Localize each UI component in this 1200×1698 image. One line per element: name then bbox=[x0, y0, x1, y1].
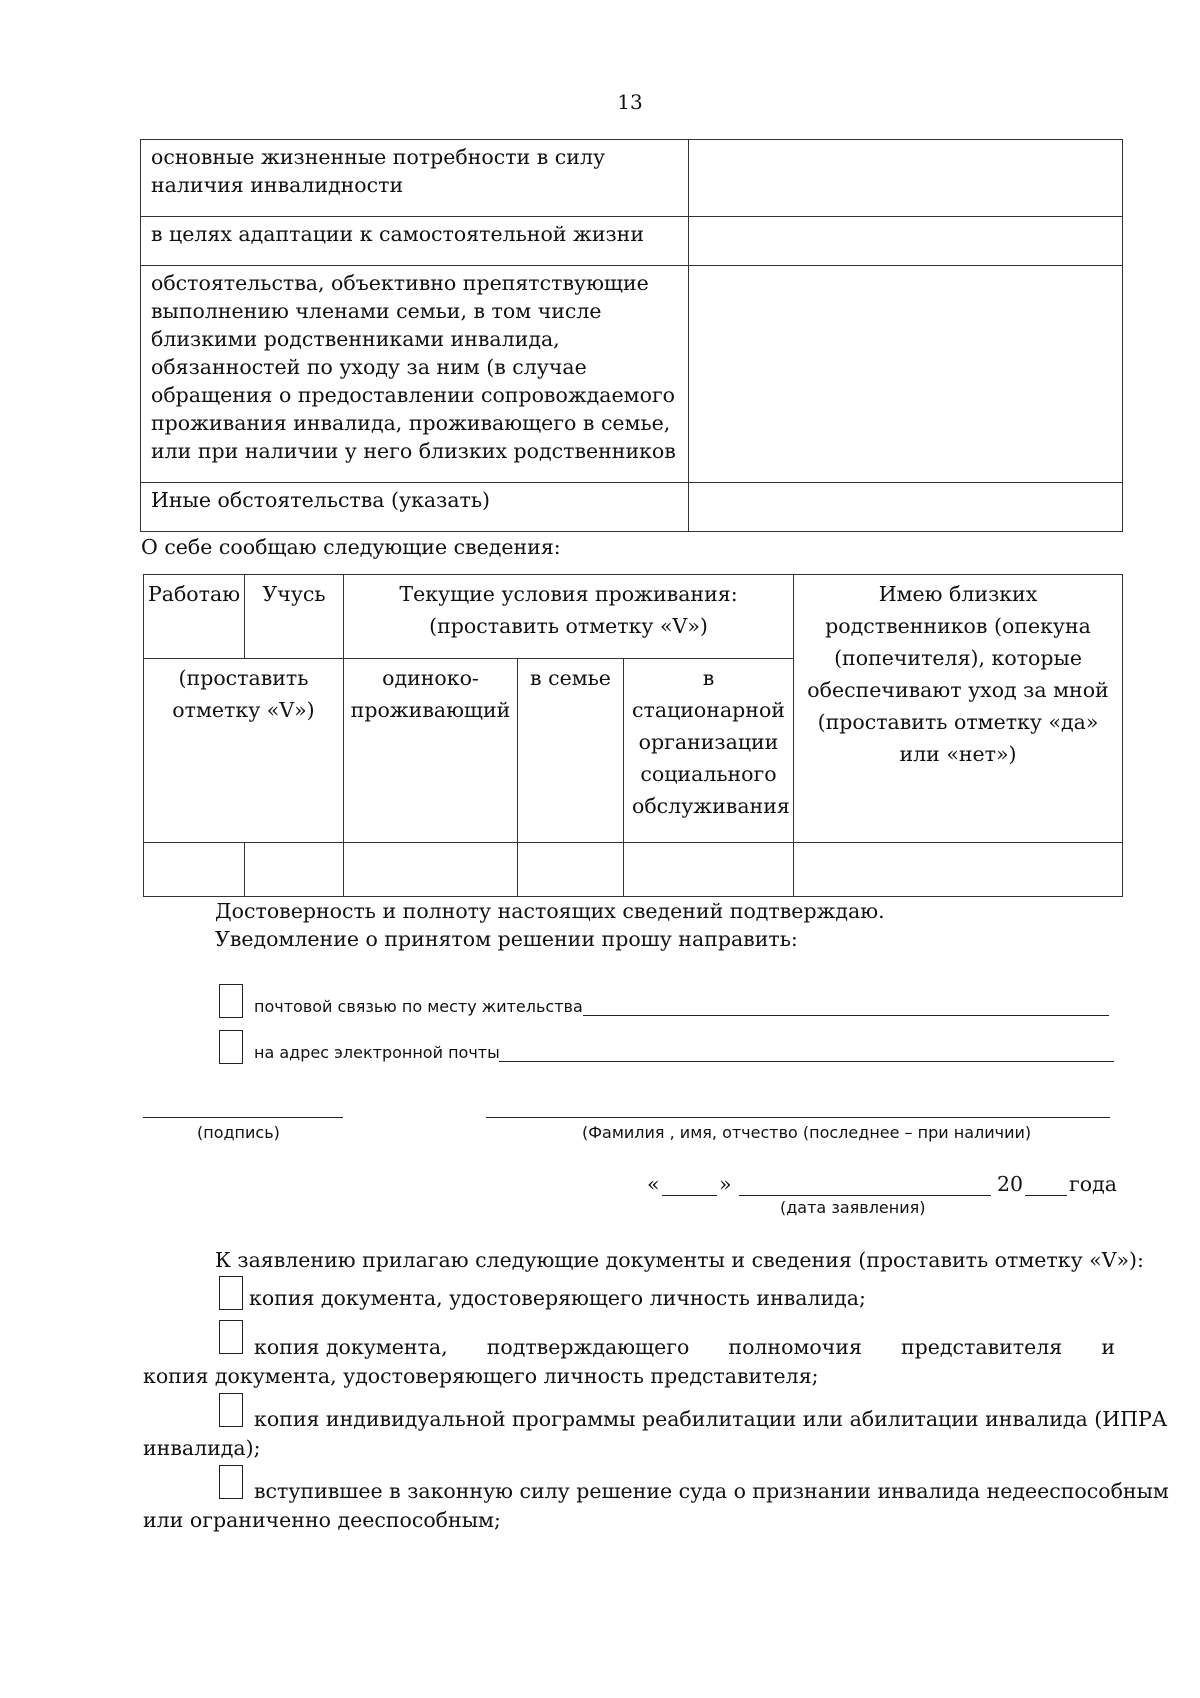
date-year-suffix: года bbox=[1069, 1172, 1117, 1196]
table1-row-label: Иные обстоятельства (указать) bbox=[141, 483, 689, 532]
table1-row-value[interactable] bbox=[689, 217, 1123, 266]
signature-line[interactable] bbox=[143, 1117, 343, 1118]
table1-row-label: в целях адаптации к самостоятельной жизни bbox=[141, 217, 689, 266]
notify-email-line[interactable] bbox=[499, 1061, 1114, 1062]
date-day-line[interactable] bbox=[662, 1195, 717, 1196]
attach-2-word: и bbox=[1101, 1335, 1115, 1359]
notify-email-checkbox[interactable] bbox=[219, 1030, 243, 1064]
attach-4-line2: или ограниченно дееспособным; bbox=[143, 1508, 501, 1532]
confirm-text: Достоверность и полноту настоящих сведений подтверждаю. bbox=[215, 899, 885, 923]
attach-1-text: копия документа, удостоверяющего личность инвалида; bbox=[249, 1286, 866, 1310]
studies-cell[interactable] bbox=[245, 843, 344, 897]
conditions-header bbox=[344, 575, 794, 659]
family-cell[interactable] bbox=[518, 843, 624, 897]
date-year-prefix: 20 bbox=[997, 1172, 1024, 1196]
signature-label: (подпись) bbox=[197, 1123, 280, 1142]
conditions-mark-hint: (проставить отметку «V») bbox=[429, 614, 708, 638]
date-month-line[interactable] bbox=[739, 1195, 991, 1196]
attach-intro: К заявлению прилагаю следующие документы и сведения (проставить отметку «V»): bbox=[215, 1248, 1144, 1272]
notify-post-line[interactable] bbox=[583, 1015, 1109, 1016]
circumstances-table bbox=[140, 139, 1123, 532]
notify-post-label: почтовой связью по месту жительства bbox=[254, 997, 583, 1016]
attach-2-word: представителя bbox=[901, 1335, 1063, 1359]
mark-hint: (проставить отметку «V») bbox=[144, 659, 344, 843]
table1-row-value[interactable] bbox=[689, 266, 1123, 483]
attach-3-line2: инвалида); bbox=[143, 1436, 261, 1460]
about-table bbox=[143, 574, 1123, 897]
table1-row-value[interactable] bbox=[689, 483, 1123, 532]
stationary-header: в стационарной организации социального обслуживания bbox=[624, 659, 794, 843]
attach-4-checkbox[interactable] bbox=[219, 1465, 243, 1499]
works-header: Работаю bbox=[144, 575, 245, 659]
fio-line[interactable] bbox=[486, 1117, 1110, 1118]
date-open-quote: « bbox=[647, 1172, 660, 1196]
attach-2-word: подтверждающего bbox=[486, 1335, 690, 1359]
conditions-title: Текущие условия проживания: bbox=[399, 582, 738, 606]
attach-3-line1: копия индивидуальной программы реабилитации или абилитации инвалида (ИПРА bbox=[254, 1407, 1168, 1431]
date-close-quote: » bbox=[719, 1172, 732, 1196]
attach-2-word: полномочия bbox=[728, 1335, 862, 1359]
family-header: в семье bbox=[518, 659, 624, 843]
studies-header: Учусь bbox=[245, 575, 344, 659]
attach-2-checkbox[interactable] bbox=[219, 1320, 243, 1354]
works-cell[interactable] bbox=[144, 843, 245, 897]
table1-row-label: основные жизненные потребности в силу наличия инвалидности bbox=[141, 140, 689, 217]
attach-2-line2: копия документа, удостоверяющего личность представителя; bbox=[143, 1364, 819, 1388]
attach-3-checkbox[interactable] bbox=[219, 1393, 243, 1427]
alone-header: одиноко-проживающий bbox=[344, 659, 518, 843]
page-number: 13 bbox=[617, 90, 643, 114]
relatives-cell[interactable] bbox=[794, 843, 1123, 897]
table1-row-value[interactable] bbox=[689, 140, 1123, 217]
notify-post-checkbox[interactable] bbox=[219, 984, 243, 1018]
notify-email-label: на адрес электронной почты bbox=[254, 1043, 500, 1062]
attach-1-checkbox[interactable] bbox=[219, 1276, 243, 1310]
attach-2-word: копия документа, bbox=[254, 1335, 448, 1359]
date-label: (дата заявления) bbox=[780, 1198, 926, 1217]
relatives-header: Имею близких родственников (опекуна (попечителя), которые обеспечивают уход за мной (проставить отметку «да» или «нет») bbox=[794, 575, 1123, 843]
attach-4-line1: вступившее в законную силу решение суда о признании инвалида недееспособным bbox=[254, 1479, 1169, 1503]
fio-label: (Фамилия , имя, отчество (последнее – при наличии) bbox=[582, 1123, 1032, 1142]
attach-2-line1 bbox=[254, 1333, 1115, 1361]
alone-cell[interactable] bbox=[344, 843, 518, 897]
date-year-line[interactable] bbox=[1025, 1195, 1067, 1196]
table1-row-label: обстоятельства, объективно препятствующие выполнению членами семьи, в том числе близкими родственниками инвалида, обязанностей по уходу за ним (в случае обращения о предоставлении сопровождаемого проживания инвалида, проживающего в семье, или при наличии у него близких родственников bbox=[141, 266, 689, 483]
intro-text: О себе сообщаю следующие сведения: bbox=[141, 535, 561, 559]
notify-text: Уведомление о принятом решении прошу направить: bbox=[215, 927, 798, 951]
stationary-cell[interactable] bbox=[624, 843, 794, 897]
